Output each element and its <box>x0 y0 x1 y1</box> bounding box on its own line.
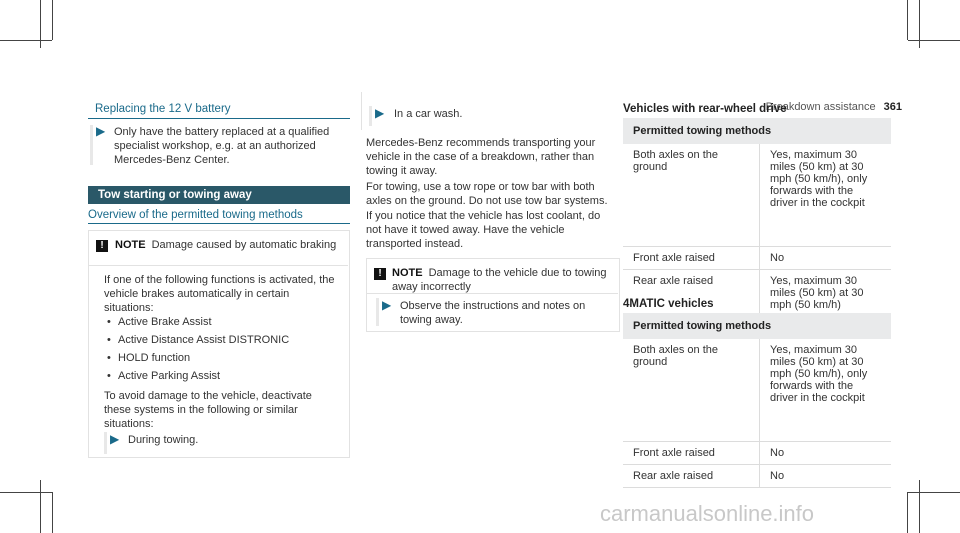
title-underline <box>88 118 350 119</box>
step-arrow-icon: ▶ <box>382 298 392 312</box>
step-bar <box>104 432 107 454</box>
chapter-title: Tow starting or towing away <box>98 189 252 201</box>
table-row <box>623 144 891 246</box>
table-cell: Both axles on the ground <box>623 144 760 246</box>
title-underline <box>88 223 350 224</box>
crop-mark <box>52 492 53 533</box>
observe-step: Observe the instructions and notes on towing away. <box>400 300 586 326</box>
list-item: • Active Brake Assist <box>104 313 340 331</box>
crop-mark <box>908 40 960 41</box>
table-header: Permitted towing methods <box>623 313 891 339</box>
crop-mark <box>52 0 53 40</box>
table-cell: Yes, maximum 30 miles (50 km) at 30 mph (50 km/h), only forwards with the driver in the cockpit <box>760 339 892 441</box>
table-row <box>623 464 891 487</box>
avoid-damage-paragraph: To avoid damage to the vehicle, deactivate these systems in the following or similar situations: <box>104 390 312 430</box>
table-cell: Yes, maximum 30 miles (50 km) at 30 mph (50 km/h), only forwards with the driver in the cockpit <box>760 144 892 246</box>
note-text <box>392 266 610 294</box>
table-title-4matic: 4MATIC vehicles <box>623 298 714 310</box>
during-towing-step: During towing. <box>128 434 199 446</box>
list-item: • Active Distance Assist DISTRONIC <box>104 331 340 349</box>
functions-paragraph: If one of the following functions is activated, the vehicle brakes automatically in certain situations: <box>104 274 335 314</box>
note-continuation-box <box>361 92 362 130</box>
table-cell: Front axle raised <box>623 246 760 269</box>
note-label: NOTE <box>115 239 146 251</box>
overview-title: Overview of the permitted towing methods <box>88 209 303 221</box>
coolant-paragraph: If you notice that the vehicle has lost coolant, do not have it towed away. Have the vehicle transported instead. <box>366 210 601 250</box>
step-bar <box>369 106 372 126</box>
table-cell: No <box>760 441 892 464</box>
replacing-battery-title: Replacing the 12 V battery <box>95 103 231 115</box>
warning-icon: ! <box>374 268 386 280</box>
recommend-paragraph: Mercedes-Benz recommends transporting your vehicle in the case of a breakdown, rather than towing it away. <box>366 137 596 177</box>
table-cell: Rear axle raised <box>623 269 760 316</box>
watermark: carmanualsonline.info <box>600 501 815 526</box>
note-divider <box>367 293 618 294</box>
crop-mark <box>0 40 52 41</box>
table-cell: No <box>760 246 892 269</box>
crop-mark <box>40 480 41 533</box>
list-item: • Active Parking Assist <box>104 367 340 385</box>
table-row <box>623 441 891 464</box>
table-cell: No <box>760 464 892 487</box>
towing-table-4matic <box>623 313 891 488</box>
table-cell: Front axle raised <box>623 441 760 464</box>
chapter-banner <box>88 186 350 204</box>
table-row <box>623 246 891 269</box>
crop-mark <box>907 0 908 40</box>
table-cell: Yes, maximum 30 miles (50 km) at 30 mph (50 km/h) <box>760 269 892 316</box>
step-arrow-icon: ▶ <box>110 432 120 446</box>
replacing-step-text: Only have the battery replaced at a qualified specialist workshop, e.g. at an authorized Mercedes-Benz Center. <box>114 126 330 166</box>
step-bar <box>90 125 93 165</box>
functions-list <box>104 313 340 385</box>
towing-table-rwd <box>623 118 891 317</box>
section-title: Breakdown assistance <box>765 101 876 113</box>
crop-mark <box>919 480 920 533</box>
table-row <box>623 339 891 441</box>
table-cell: Rear axle raised <box>623 464 760 487</box>
list-item: • HOLD function <box>104 349 340 367</box>
warning-icon: ! <box>96 240 108 252</box>
note-body: Damage to the vehicle due to towing away incorrectly <box>392 267 607 293</box>
table-header: Permitted towing methods <box>623 118 891 144</box>
note-divider <box>89 265 348 266</box>
step-arrow-icon: ▶ <box>375 106 385 120</box>
step-bar <box>376 298 379 326</box>
crop-mark <box>0 492 52 493</box>
car-wash-step: In a car wash. <box>394 108 463 120</box>
note-text <box>115 238 340 252</box>
table-title-rwd: Vehicles with rear-wheel drive <box>623 103 787 115</box>
note-label: NOTE <box>392 267 423 279</box>
towing-paragraph: For towing, use a tow rope or tow bar with both axles on the ground. Do not use tow bar systems. <box>366 181 608 207</box>
table-cell: Both axles on the ground <box>623 339 760 441</box>
crop-mark <box>907 492 908 533</box>
page-number: 361 <box>883 101 902 113</box>
note-body: Damage caused by automatic braking <box>151 239 337 251</box>
step-arrow-icon: ▶ <box>96 124 106 138</box>
crop-mark <box>908 492 960 493</box>
